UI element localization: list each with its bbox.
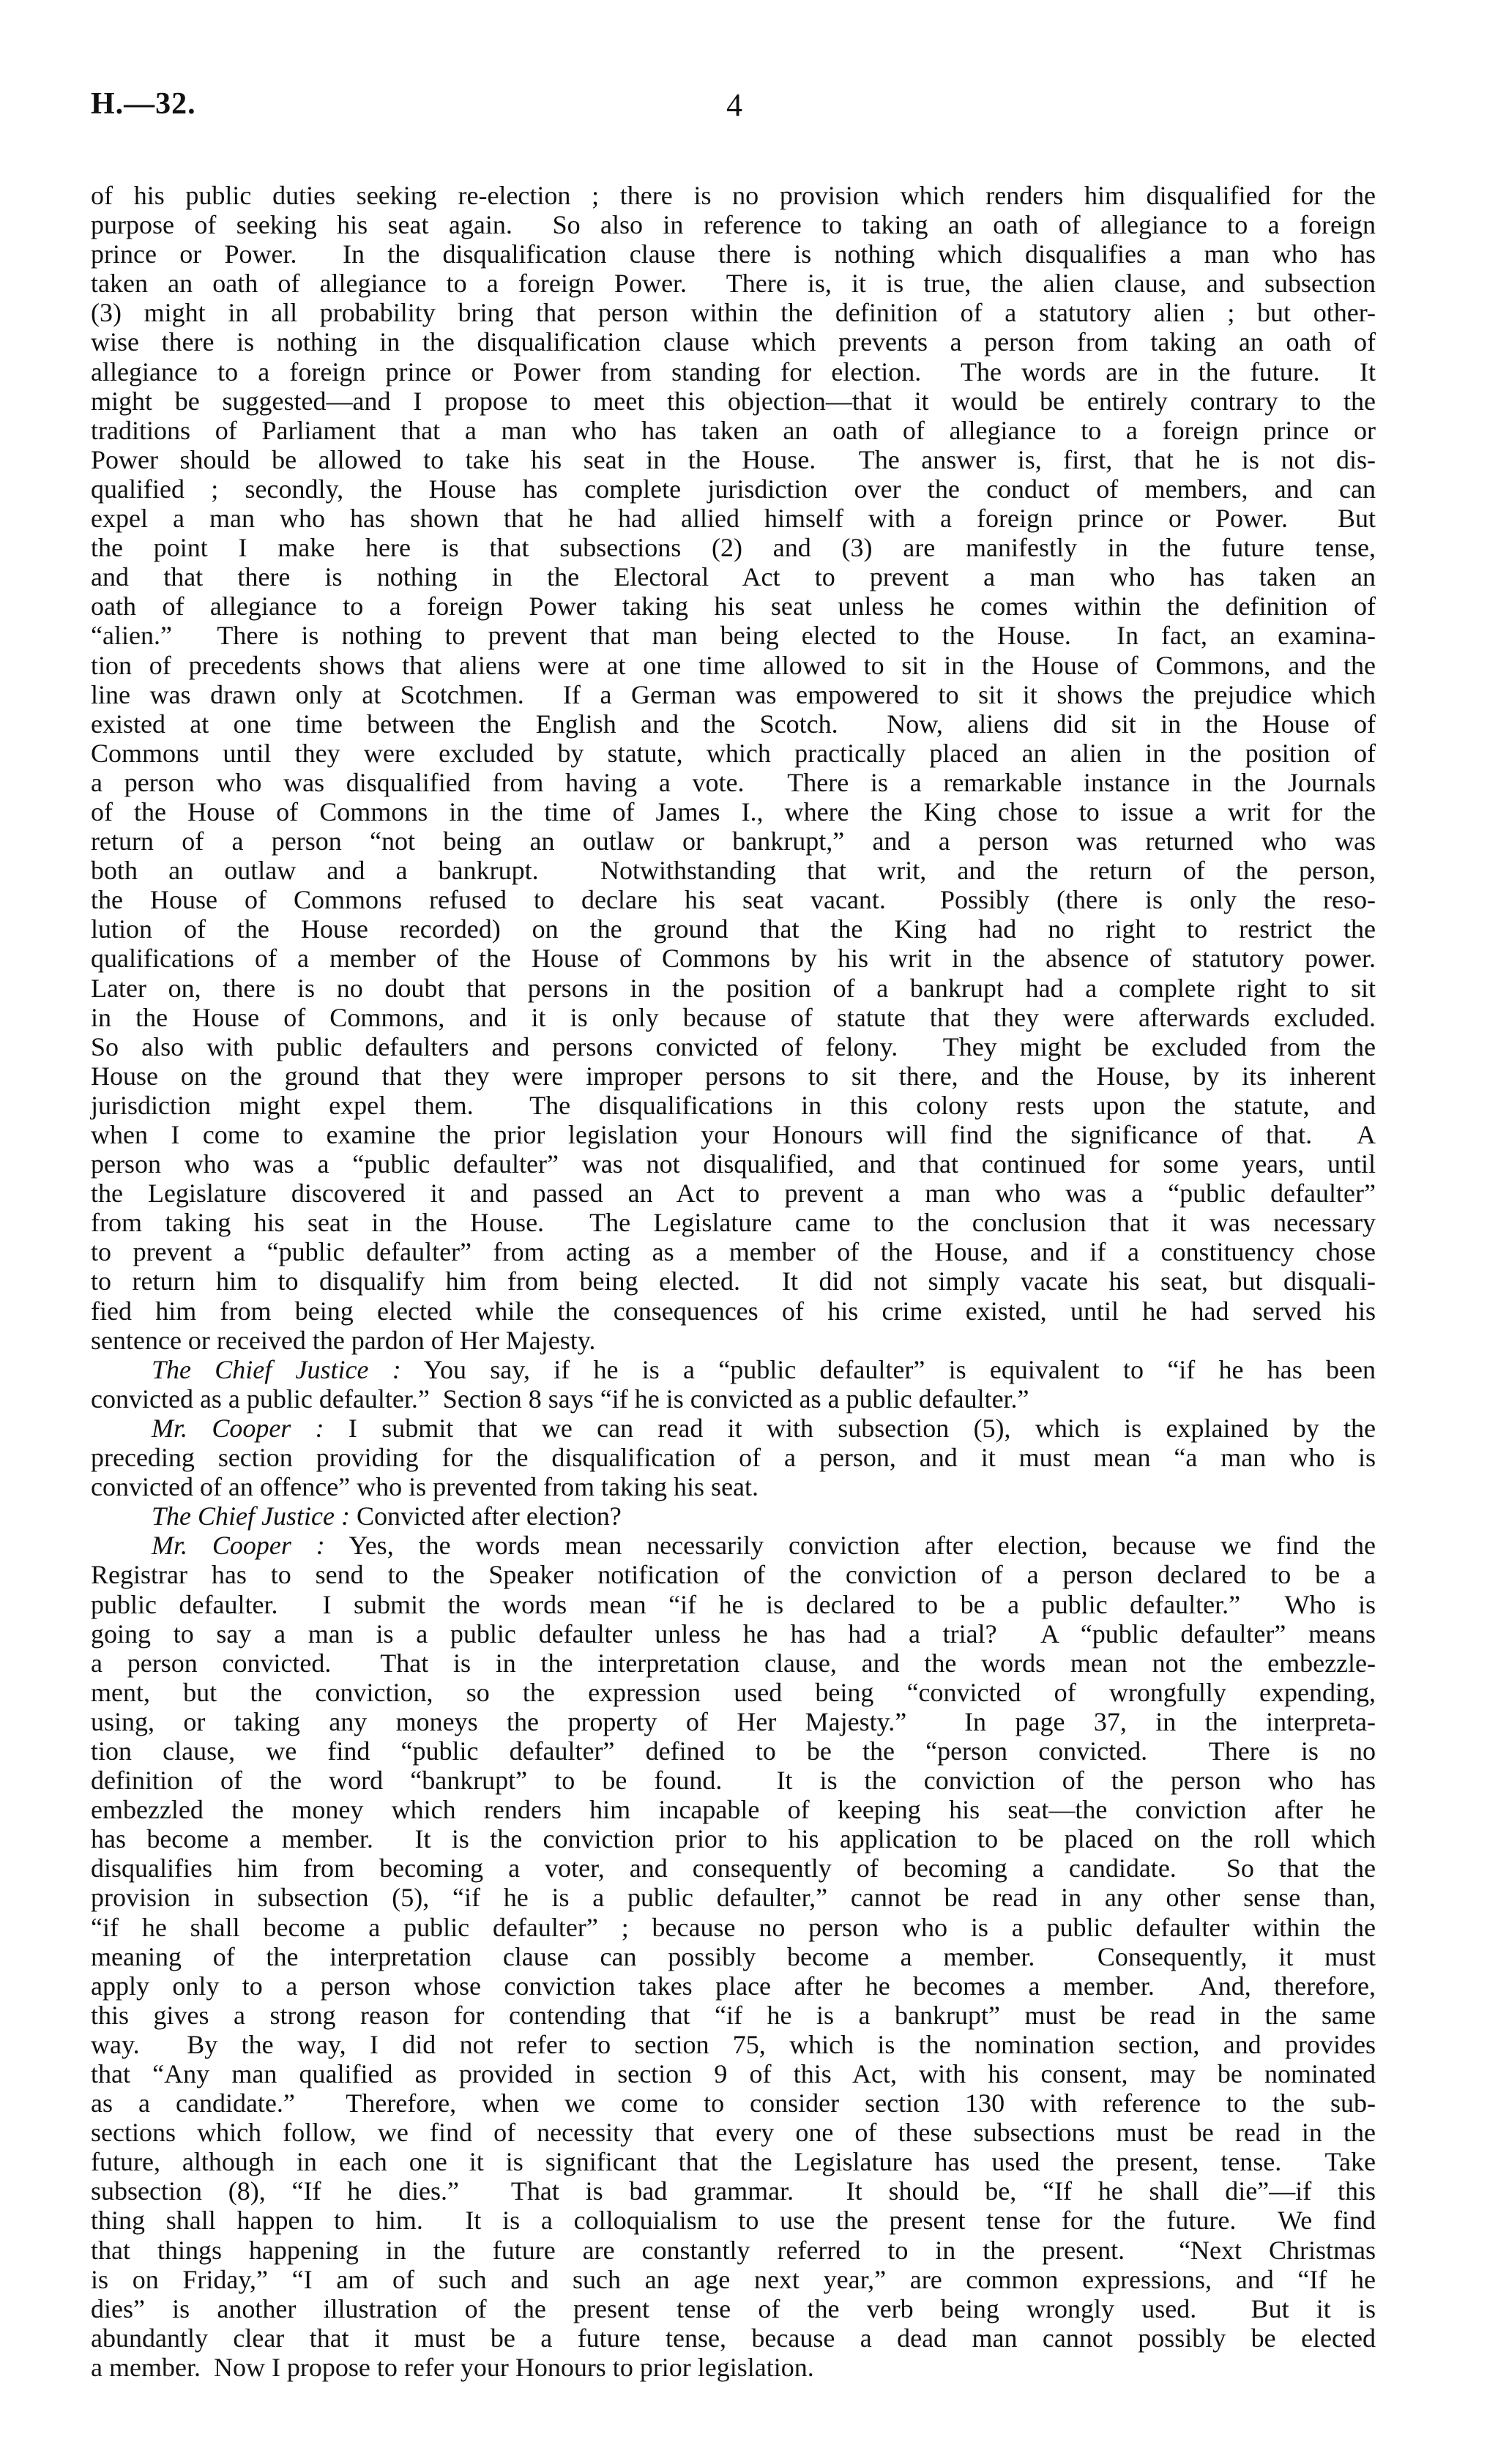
text-line [91,1091,1376,1120]
line-text: So also with public defaulters and persons convicted of felony. They might be excluded from the [91,1031,1376,1061]
text-line [91,2323,1376,2353]
line-text: Power should be allowed to take his seat in the House. The answer is, first, that he is not dis- [91,444,1376,474]
text-line [91,2265,1376,2294]
text-line [91,1766,1376,1795]
line-text: this gives a strong reason for contending that “if he is a bankrupt” must be read in the same [91,2000,1376,2030]
text-line [91,2118,1376,2147]
document-id: H.—32. [91,87,196,121]
text-line [91,1208,1376,1237]
line-text: subsection (8), “If he dies.” That is bad grammar. It should be, “If he shall die”—if this [91,2176,1376,2206]
text-line [91,1384,1376,1414]
text-line [91,1003,1376,1032]
text-line [91,181,1376,210]
line-text: purpose of seeking his seat again. So also in reference to taking an oath of allegiance to a foreign [91,210,1376,240]
line-text: “alien.” There is nothing to prevent that man being elected to the House. In fact, an examina- [91,621,1376,651]
text-line [91,2294,1376,2323]
text-line [91,533,1376,562]
line-text: to return him to disqualify him from being elected. It did not simply vacate his seat, but disquali- [91,1266,1376,1296]
text-line [91,2236,1376,2265]
line-text: that “Any man qualified as provided in section 9 of this Act, with his consent, may be nominated [91,2059,1376,2088]
line-text: both an outlaw and a bankrupt. Notwithstanding that writ, and the return of the person, [91,856,1376,886]
text-line [91,1678,1376,1707]
line-text: preceding section providing for the disqualification of a person, and it must mean “a man who is [91,1443,1376,1473]
line-text: provision in subsection (5), “if he is a public defaulter,” cannot be read in any other sense than, [91,1883,1376,1913]
text-line [91,1266,1376,1296]
line-text: taken an oath of allegiance to a foreign Power. There is, it is true, the alien clause, and subsection [91,269,1376,299]
line-text: disqualifies him from becoming a voter, and consequently of becoming a candidate. So that the [91,1853,1376,1884]
line-text: qualified ; secondly, the House has complete jurisdiction over the conduct of members, and can [91,474,1376,504]
speaker-label: The Chief Justice : [152,1354,401,1384]
line-text: qualifications of a member of the House of Commons by his writ in the absence of statutory power. [91,944,1376,974]
line-text: oath of allegiance to a foreign Power taking his seat unless he comes within the definition of [91,591,1376,621]
text-line [91,504,1376,533]
line-text: tion clause, we find “public defaulter” defined to be the “person convicted. There is no [91,1736,1376,1766]
line-text: has become a member. It is the conviction prior to his application to be placed on the roll which [91,1824,1376,1854]
line-text: of his public duties seeking re-election ; there is no provision which renders him disqualified for the [91,181,1376,210]
line-text: fied him from being elected while the consequences of his crime existed, until he had served his [91,1296,1376,1326]
text-line [91,1501,1376,1531]
line-text: that things happening in the future are constantly referred to in the present. “Next Christmas [91,2235,1376,2265]
line-text: Later on, there is no doubt that persons in the position of a bankrupt had a complete right to sit [91,973,1376,1003]
speaker-label: The Chief Justice : [152,1501,350,1531]
text-line [91,387,1376,416]
text-line [91,298,1376,327]
text-line [91,651,1376,680]
line-text: public defaulter. I submit the words mean “if he is declared to be a public defaulter.” Who is [91,1589,1376,1619]
text-line [91,1707,1376,1736]
text-line [91,1590,1376,1619]
text-line [91,1560,1376,1589]
speaker-label: Mr. Cooper : [152,1413,324,1443]
text-line [91,1883,1376,1912]
line-text: jurisdiction might expel them. The disqualifications in this colony rests upon the statute, and [91,1090,1376,1120]
line-text: House on the ground that they were improper persons to sit there, and the House, by its inherent [91,1061,1376,1091]
line-text: future, although in each one it is significant that the Legislature has used the present, tense. Take [91,2147,1376,2177]
line-text: the point I make here is that subsections (2) and (3) are manifestly in the future tense, [91,533,1376,563]
text-line [91,2088,1376,2118]
speaker-label: Mr. Cooper : [152,1531,325,1561]
line-text: way. By the way, I did not refer to section 75, which is the nomination section, and provides [91,2029,1376,2059]
line-text: prince or Power. In the disqualification clause there is nothing which disqualifies a man who has [91,239,1376,269]
text-line [91,1179,1376,1208]
line-text: allegiance to a foreign prince or Power from standing for election. The words are in the future. It [91,356,1376,387]
text-line [91,1120,1376,1149]
text-line [91,1942,1376,1971]
line-text: a person who was disqualified from having a vote. There is a remarkable instance in the Journals [91,767,1376,797]
line-text: to prevent a “public defaulter” from acting as a member of the House, and if a constituency chose [91,1237,1376,1267]
line-text: sections which follow, we find of necessity that every one of these subsections must be read in the [91,2118,1376,2148]
line-text: “if he shall become a public defaulter” ; because no person who is a public defaulter within the [91,1912,1376,1942]
text-line [91,1795,1376,1824]
line-text: the House of Commons refused to declare his seat vacant. Possibly (there is only the reso- [91,885,1376,915]
text-line [91,1824,1376,1853]
line-text: abundantly clear that it must be a future tense, because a dead man cannot possibly be elected [91,2323,1376,2353]
line-text: lution of the House recorded) on the ground that the King had no right to restrict the [91,914,1376,944]
text-line [91,1061,1376,1091]
text-line [91,2059,1376,2088]
text-line [91,591,1376,621]
text-line [91,885,1376,914]
text-line [91,1649,1376,1678]
line-text: embezzled the money which renders him incapable of keeping his seat—the conviction after he [91,1795,1376,1825]
line-text: in the House of Commons, and it is only because of statute that they were afterwards excluded. [91,1002,1376,1032]
text-line [91,239,1376,269]
text-line [91,445,1376,474]
line-text: convicted of an offence” who is prevented from taking his seat. [91,1472,759,1502]
text-line [91,1296,1376,1326]
line-text: apply only to a person whose conviction takes place after he becomes a member. And, therefore, [91,1971,1376,2001]
line-text: (3) might in all probability bring that person within the definition of a statutory alien ; but other- [91,298,1376,328]
text-line [91,1443,1376,1472]
line-text: of the House of Commons in the time of James I., where the King chose to issue a writ for the [91,796,1376,826]
line-text: a person convicted. That is in the interpretation clause, and the words mean not the embezzle- [91,1648,1376,1678]
text-line [91,1736,1376,1766]
text-line [91,1326,1376,1355]
page-header [91,86,1376,123]
text-line [91,680,1376,709]
line-text: using, or taking any moneys the property of Her Majesty.” In page 37, in the interpreta- [91,1706,1376,1736]
text-line [91,269,1376,298]
text-line [91,327,1376,356]
line-text: wise there is nothing in the disqualification clause which prevents a person from taking an oath of [91,327,1376,357]
text-line [91,974,1376,1003]
text-line [91,1913,1376,1942]
line-text: when I come to examine the prior legislation your Honours will find the significance of that. A [91,1120,1376,1149]
document-body [91,181,1376,2382]
text-line [91,1414,1376,1443]
text-line [91,562,1376,591]
line-text: traditions of Parliament that a man who has taken an oath of allegiance to a foreign prince or [91,415,1376,445]
text-line [91,357,1376,387]
text-line [91,2147,1376,2176]
text-line [91,2206,1376,2235]
line-text: I submit that we can read it with subsection (5), which is explained by the [324,1413,1376,1443]
text-line [91,1619,1376,1649]
text-line [91,621,1376,650]
line-text: is on Friday,” “I am of such and such an age next year,” are common expressions, and “If he [91,2264,1376,2294]
text-line [91,944,1376,973]
text-line [91,1149,1376,1179]
text-line [91,416,1376,445]
line-text: You say, if he is a “public defaulter” is equivalent to “if he has been [400,1354,1376,1384]
text-line [91,797,1376,826]
line-text: person who was a “public defaulter” was not disqualified, and that continued for some years, until [91,1149,1376,1179]
line-text: ment, but the conviction, so the expression used being “convicted of wrongfully expending, [91,1677,1376,1707]
line-text: line was drawn only at Scotchmen. If a German was empowered to sit it shows the prejudice which [91,679,1376,709]
text-line [91,1971,1376,2001]
text-line [91,768,1376,797]
text-line [91,2176,1376,2206]
line-text: thing shall happen to him. It is a colloquialism to use the present tense for the future. We find [91,2206,1376,2236]
line-text: as a candidate.” Therefore, when we come to consider section 130 with reference to the sub- [91,2088,1376,2118]
line-text: Commons until they were excluded by statute, which practically placed an alien in the position of [91,738,1376,768]
page-number: 4 [726,87,742,123]
text-line [91,1032,1376,1061]
line-text: the Legislature discovered it and passed an Act to prevent a man who was a “public defaulter” [91,1179,1376,1209]
line-text: tion of precedents shows that aliens were at one time allowed to sit in the House of Commons, and the [91,650,1376,680]
text-line [91,1472,1376,1501]
line-text: going to say a man is a public defaulter unless he has had a trial? A “public defaulter” means [91,1619,1376,1649]
line-text: sentence or received the pardon of Her Majesty. [91,1325,596,1355]
text-line [91,1237,1376,1266]
line-text: Yes, the words mean necessarily conviction after election, because we find the [324,1531,1376,1561]
text-line [91,2353,1376,2382]
text-line [91,1355,1376,1384]
line-text: from taking his seat in the House. The Legislature came to the conclusion that it was necessary [91,1208,1376,1238]
line-text: dies” is another illustration of the present tense of the verb being wrongly used. But it is [91,2293,1376,2323]
line-text: a member. Now I propose to refer your Honours to prior legislation. [91,2352,814,2382]
text-line [91,474,1376,504]
text-line [91,210,1376,239]
line-text: and that there is nothing in the Electoral Act to prevent a man who has taken an [91,562,1376,592]
line-text: definition of the word “bankrupt” to be found. It is the conviction of the person who has [91,1766,1376,1796]
text-line [91,1853,1376,1883]
text-line [91,826,1376,856]
line-text: existed at one time between the English and the Scotch. Now, aliens did sit in the House of [91,709,1376,739]
line-text: meaning of the interpretation clause can possibly become a member. Consequently, it must [91,1941,1376,1971]
text-line [91,856,1376,885]
line-text: return of a person “not being an outlaw or bankrupt,” and a person was returned who was [91,826,1376,856]
line-text: Registrar has to send to the Speaker notification of the conviction of a person declared to be a [91,1560,1376,1590]
line-text: expel a man who has shown that he had allied himself with a foreign prince or Power. But [91,504,1376,534]
text-line [91,2030,1376,2059]
text-line [91,739,1376,768]
line-text: Convicted after election? [349,1501,622,1531]
text-line [91,709,1376,739]
text-line [91,1531,1376,1560]
text-line [91,914,1376,944]
line-text: might be suggested—and I propose to meet this objection—that it would be entirely contrary to the [91,386,1376,416]
text-line [91,2001,1376,2030]
line-text: convicted as a public defaulter.” Section 8 says “if he is convicted as a public defaulter.” [91,1384,1029,1414]
